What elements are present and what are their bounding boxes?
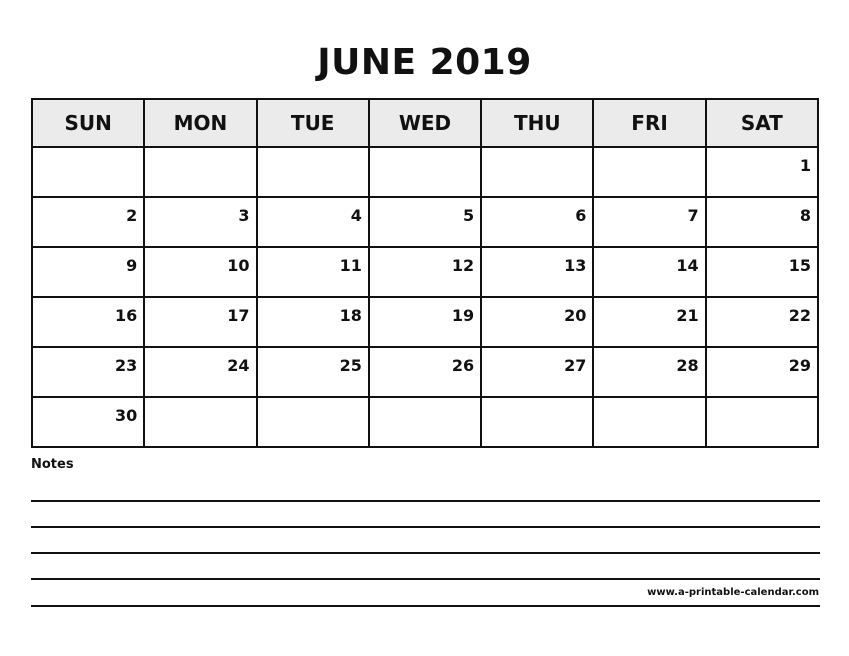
day-number: 30 xyxy=(115,406,138,425)
day-cell xyxy=(257,297,369,347)
day-cell xyxy=(32,197,144,247)
day-cell xyxy=(257,347,369,397)
day-cell xyxy=(593,197,705,247)
day-cell xyxy=(257,397,369,447)
day-cell xyxy=(706,397,818,447)
day-number: 20 xyxy=(564,306,587,325)
day-number: 26 xyxy=(451,356,475,375)
day-cell xyxy=(706,347,818,397)
calendar-title: JUNE 2019 xyxy=(317,42,532,83)
day-number: 15 xyxy=(788,256,811,275)
day-number: 27 xyxy=(564,356,587,375)
day-cell xyxy=(481,347,593,397)
day-cell xyxy=(369,197,481,247)
day-number: 24 xyxy=(227,356,250,375)
week-row xyxy=(32,147,818,197)
day-cell xyxy=(144,397,256,447)
day-cell xyxy=(257,247,369,297)
day-number xyxy=(258,398,368,407)
day-number: 3 xyxy=(238,206,250,225)
day-number: 14 xyxy=(676,256,699,275)
day-number xyxy=(482,148,592,157)
week-row xyxy=(32,297,818,347)
day-cell xyxy=(706,197,818,247)
day-cell xyxy=(369,247,481,297)
day-number xyxy=(594,148,704,157)
weekday-header-row xyxy=(32,99,818,147)
day-number xyxy=(145,398,255,407)
day-number: 28 xyxy=(676,356,699,375)
day-cell xyxy=(32,347,144,397)
day-cell xyxy=(481,297,593,347)
day-cell xyxy=(593,147,705,197)
day-cell xyxy=(369,297,481,347)
notes-line xyxy=(31,500,820,502)
day-number: 10 xyxy=(227,256,250,275)
day-number: 19 xyxy=(451,306,475,325)
day-number: 8 xyxy=(799,206,811,225)
day-cell xyxy=(481,247,593,297)
notes-label: Notes xyxy=(31,457,74,472)
day-cell xyxy=(706,147,818,197)
day-number xyxy=(482,398,592,407)
notes-line xyxy=(31,605,820,607)
day-number: 23 xyxy=(115,356,138,375)
day-cell xyxy=(257,197,369,247)
weekday-header-sun: SUN xyxy=(32,99,144,147)
day-number xyxy=(594,398,704,407)
day-cell xyxy=(481,397,593,447)
day-cell xyxy=(144,347,256,397)
notes-line xyxy=(31,552,820,554)
week-row xyxy=(32,197,818,247)
weekday-header-thu: THU xyxy=(481,99,593,147)
website-credit: www.a-printable-calendar.com xyxy=(647,587,819,598)
day-number: 22 xyxy=(788,306,811,325)
day-number: 29 xyxy=(788,356,811,375)
day-number xyxy=(370,398,480,407)
day-cell xyxy=(593,297,705,347)
day-number: 12 xyxy=(451,256,475,275)
day-number: 6 xyxy=(575,206,587,225)
day-number: 17 xyxy=(227,306,250,325)
weekday-header-fri: FRI xyxy=(593,99,705,147)
day-number: 5 xyxy=(462,206,475,225)
day-number: 21 xyxy=(676,306,699,325)
day-cell xyxy=(706,247,818,297)
day-number: 2 xyxy=(126,206,138,225)
weekday-header-sat: SAT xyxy=(706,99,818,147)
day-cell xyxy=(32,397,144,447)
day-cell xyxy=(706,297,818,347)
day-number: 18 xyxy=(339,306,362,325)
week-row xyxy=(32,397,818,447)
day-number xyxy=(707,398,817,407)
day-cell xyxy=(144,147,256,197)
day-number: 16 xyxy=(115,306,138,325)
day-cell xyxy=(257,147,369,197)
day-cell xyxy=(32,147,144,197)
notes-line xyxy=(31,526,820,528)
day-cell xyxy=(369,397,481,447)
day-cell xyxy=(481,197,593,247)
day-number: 25 xyxy=(339,356,362,375)
weekday-header-tue: TUE xyxy=(257,99,369,147)
weekday-header-wed: WED xyxy=(369,99,481,147)
day-number: 13 xyxy=(564,256,587,275)
day-cell xyxy=(369,347,481,397)
weekday-header-mon: MON xyxy=(144,99,256,147)
day-number xyxy=(145,148,255,157)
day-number: 9 xyxy=(126,256,138,275)
notes-line xyxy=(31,578,820,580)
week-row xyxy=(32,347,818,397)
day-number xyxy=(33,148,143,157)
day-cell xyxy=(593,397,705,447)
day-number: 1 xyxy=(799,156,811,175)
day-cell xyxy=(593,247,705,297)
day-number: 11 xyxy=(339,256,362,275)
day-cell xyxy=(32,247,144,297)
day-number: 7 xyxy=(687,206,699,225)
day-cell xyxy=(481,147,593,197)
day-cell xyxy=(144,297,256,347)
day-cell xyxy=(593,347,705,397)
day-cell xyxy=(369,147,481,197)
day-number: 4 xyxy=(350,206,362,225)
day-cell xyxy=(144,247,256,297)
week-row xyxy=(32,247,818,297)
day-cell xyxy=(32,297,144,347)
day-number xyxy=(370,148,480,157)
day-number xyxy=(258,148,368,157)
day-cell xyxy=(144,197,256,247)
calendar-grid xyxy=(31,98,819,448)
